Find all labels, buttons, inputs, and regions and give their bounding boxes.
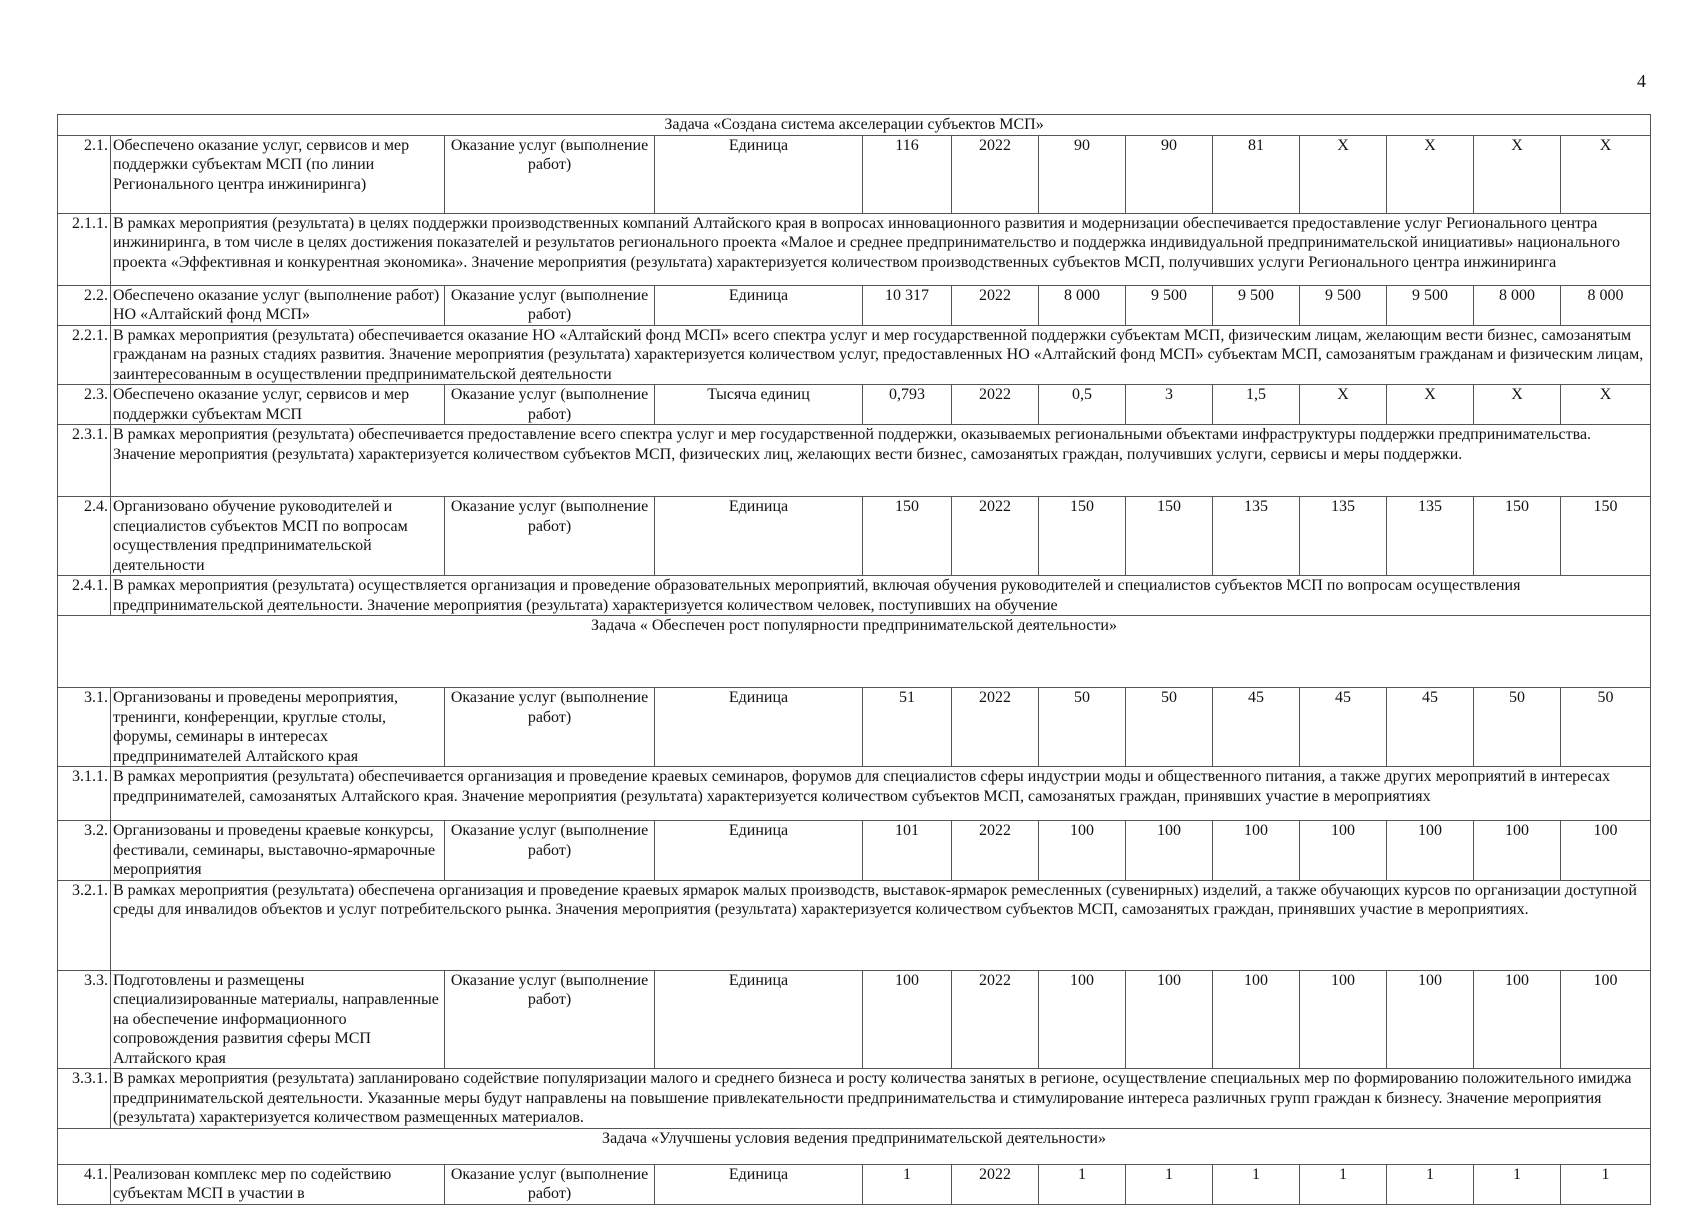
year-value-1: 100	[1039, 821, 1126, 881]
row-number: 2.2.	[58, 285, 111, 325]
task-header-row	[58, 115, 1651, 136]
row-description: В рамках мероприятия (результата) обеспечена организация и проведение краевых ярмарок малых производств, выставок-ярмарок ремесленных (сувенирных) изделий, а также обучающих курсов по организации доступной среды для инвалидов объектов и услуг потребительского рынка. Значения мероприятия (результата) характеризуется количеством субъектов МСП, самозанятых граждан, принявших участие в мероприятиях.	[111, 880, 1651, 970]
result-name: Реализован комплекс мер по содействию субъектам МСП в участии в	[111, 1164, 445, 1204]
year-value-3: 1	[1213, 1164, 1300, 1204]
year-value-2: 90	[1126, 135, 1213, 213]
unit-of-measure: Единица	[655, 970, 863, 1069]
year-value-2: 150	[1126, 497, 1213, 576]
row-description: В рамках мероприятия (результата) запланировано содействие популяризации малого и среднего бизнеса и росту количества занятых в регионе, осуществление специальных мер по формированию положительного имиджа предпринимательской деятельности. Указанные меры будут направлены на повышение привлекательности предпринимательства и стимулирование интереса различных групп граждан к бизнесу. Значение мероприятия (результата) характеризуется количеством размещенных материалов.	[111, 1069, 1651, 1129]
unit-of-measure: Единица	[655, 497, 863, 576]
year-value-5: 1	[1387, 1164, 1474, 1204]
year-value-3: 1,5	[1213, 385, 1300, 425]
year-value-2: 1	[1126, 1164, 1213, 1204]
year-value-1: 50	[1039, 688, 1126, 767]
base-value: 10 317	[863, 285, 952, 325]
base-value: 101	[863, 821, 952, 881]
row-number: 3.3.1.	[58, 1069, 111, 1129]
unit-of-measure: Единица	[655, 135, 863, 213]
year-value-3: 100	[1213, 821, 1300, 881]
year-value-7: X	[1561, 135, 1651, 213]
row-number: 3.1.	[58, 688, 111, 767]
row-number: 2.1.	[58, 135, 111, 213]
year-value-5: X	[1387, 385, 1474, 425]
year-value-5: 135	[1387, 497, 1474, 576]
base-year: 2022	[952, 970, 1039, 1069]
result-name: Организованы и проведены краевые конкурсы, фестивали, семинары, выставочно-ярмарочные мероприятия	[111, 821, 445, 881]
result-type: Оказание услуг (выполнение работ)	[445, 497, 655, 576]
base-year: 2022	[952, 135, 1039, 213]
row-number: 2.4.1.	[58, 576, 111, 616]
year-value-3: 81	[1213, 135, 1300, 213]
year-value-1: 100	[1039, 970, 1126, 1069]
base-value: 150	[863, 497, 952, 576]
year-value-3: 135	[1213, 497, 1300, 576]
row-number: 3.1.1.	[58, 767, 111, 821]
year-value-3: 9 500	[1213, 285, 1300, 325]
unit-of-measure: Единица	[655, 688, 863, 767]
result-type: Оказание услуг (выполнение работ)	[445, 970, 655, 1069]
year-value-4: X	[1300, 135, 1387, 213]
result-type: Оказание услуг (выполнение работ)	[445, 821, 655, 881]
row-description: В рамках мероприятия (результата) обеспечивается оказание НО «Алтайский фонд МСП» всего спектра услуг и мер государственной поддержки субъектам МСП, физическим лицам, желающим вести бизнес, самозанятым гражданам на разных стадиях развития. Значение мероприятия (результата) характеризуется количеством услуг, предоставленных НО «Алтайский фонд МСП» субъектам МСП, самозанятым гражданам и физическим лицам, заинтересованным в осуществлении предпринимательской деятельности	[111, 325, 1651, 385]
description-row	[58, 767, 1651, 821]
row-number: 3.3.	[58, 970, 111, 1069]
year-value-6: X	[1474, 135, 1561, 213]
page-number: 4	[1637, 71, 1646, 91]
table-row	[58, 385, 1651, 425]
year-value-7: 150	[1561, 497, 1651, 576]
unit-of-measure: Единица	[655, 1164, 863, 1204]
result-type: Оказание услуг (выполнение работ)	[445, 285, 655, 325]
year-value-7: 8 000	[1561, 285, 1651, 325]
row-description: В рамках мероприятия (результата) в целях поддержки производственных компаний Алтайского края в вопросах инновационного развития и модернизации обеспечивается предоставление услуг Регионального центра инжиниринга, в том числе в целях достижения показателей и результатов регионального проекта «Малое и среднее предпринимательство и поддержка индивидуальной предпринимательской инициативы» национального проекта «Эффективная и конкурентная экономика». Значение мероприятия (результата) характеризуется количеством производственных субъектов МСП, получивших услуги Регионального центра инжиниринга	[111, 213, 1651, 285]
row-number: 3.2.1.	[58, 880, 111, 970]
year-value-7: 50	[1561, 688, 1651, 767]
description-row	[58, 880, 1651, 970]
result-name: Организованы и проведены мероприятия, тренинги, конференции, круглые столы, форумы, семинары в интересах предпринимателей Алтайского края	[111, 688, 445, 767]
row-number: 2.2.1.	[58, 325, 111, 385]
result-name: Обеспечено оказание услуг, сервисов и мер поддержки субъектам МСП	[111, 385, 445, 425]
base-year: 2022	[952, 688, 1039, 767]
result-name: Подготовлены и размещены специализированные материалы, направленные на обеспечение информационного сопровождения развития сферы МСП Алтайского края	[111, 970, 445, 1069]
base-year: 2022	[952, 497, 1039, 576]
description-row	[58, 576, 1651, 616]
year-value-6: 100	[1474, 970, 1561, 1069]
table-body	[58, 115, 1651, 1205]
base-year: 2022	[952, 385, 1039, 425]
description-row	[58, 425, 1651, 497]
year-value-2: 9 500	[1126, 285, 1213, 325]
unit-of-measure: Единица	[655, 285, 863, 325]
task-title: Задача «Создана система акселерации субъектов МСП»	[58, 115, 1651, 136]
year-value-6: 100	[1474, 821, 1561, 881]
year-value-6: 1	[1474, 1164, 1561, 1204]
year-value-3: 100	[1213, 970, 1300, 1069]
year-value-5: 45	[1387, 688, 1474, 767]
result-type: Оказание услуг (выполнение работ)	[445, 1164, 655, 1204]
base-value: 116	[863, 135, 952, 213]
year-value-1: 90	[1039, 135, 1126, 213]
year-value-5: X	[1387, 135, 1474, 213]
year-value-1: 150	[1039, 497, 1126, 576]
result-type: Оказание услуг (выполнение работ)	[445, 135, 655, 213]
result-name: Обеспечено оказание услуг (выполнение работ) НО «Алтайский фонд МСП»	[111, 285, 445, 325]
year-value-2: 100	[1126, 821, 1213, 881]
year-value-2: 3	[1126, 385, 1213, 425]
year-value-7: 100	[1561, 970, 1651, 1069]
unit-of-measure: Единица	[655, 821, 863, 881]
base-year: 2022	[952, 285, 1039, 325]
year-value-7: 1	[1561, 1164, 1651, 1204]
year-value-4: 1	[1300, 1164, 1387, 1204]
year-value-6: 50	[1474, 688, 1561, 767]
task-title: Задача « Обеспечен рост популярности предпринимательской деятельности»	[58, 616, 1651, 688]
result-type: Оказание услуг (выполнение работ)	[445, 385, 655, 425]
result-name: Организовано обучение руководителей и специалистов субъектов МСП по вопросам осуществления предпринимательской деятельности	[111, 497, 445, 576]
base-value: 0,793	[863, 385, 952, 425]
year-value-1: 8 000	[1039, 285, 1126, 325]
row-number: 2.3.	[58, 385, 111, 425]
year-value-7: 100	[1561, 821, 1651, 881]
description-row	[58, 325, 1651, 385]
year-value-4: 100	[1300, 970, 1387, 1069]
row-description: В рамках мероприятия (результата) обеспечивается предоставление всего спектра услуг и мер государственной поддержки, оказываемых региональными объектами инфраструктуры поддержки предпринимательства. Значение мероприятия (результата) характеризуется количеством субъектов МСП, физических лиц, желающих вести бизнес, самозанятых граждан, получивших услуги, сервисы и меры поддержки.	[111, 425, 1651, 497]
table-row	[58, 1164, 1651, 1204]
row-number: 2.4.	[58, 497, 111, 576]
year-value-4: 9 500	[1300, 285, 1387, 325]
table-row	[58, 497, 1651, 576]
description-row	[58, 213, 1651, 285]
table-row	[58, 688, 1651, 767]
year-value-4: X	[1300, 385, 1387, 425]
year-value-4: 100	[1300, 821, 1387, 881]
row-description: В рамках мероприятия (результата) осуществляется организация и проведение образовательных мероприятий, включая обучения руководителей и специалистов субъектов МСП по вопросам осуществления предпринимательской деятельности. Значение мероприятия (результата) характеризуется количеством человек, поступивших на обучение	[111, 576, 1651, 616]
year-value-1: 0,5	[1039, 385, 1126, 425]
year-value-4: 135	[1300, 497, 1387, 576]
base-value: 51	[863, 688, 952, 767]
indicators-table	[57, 114, 1651, 1205]
base-year: 2022	[952, 1164, 1039, 1204]
year-value-2: 50	[1126, 688, 1213, 767]
row-number: 2.3.1.	[58, 425, 111, 497]
row-number: 2.1.1.	[58, 213, 111, 285]
unit-of-measure: Тысяча единиц	[655, 385, 863, 425]
task-header-row	[58, 616, 1651, 688]
base-value: 1	[863, 1164, 952, 1204]
year-value-7: X	[1561, 385, 1651, 425]
base-year: 2022	[952, 821, 1039, 881]
base-value: 100	[863, 970, 952, 1069]
year-value-5: 9 500	[1387, 285, 1474, 325]
year-value-6: 8 000	[1474, 285, 1561, 325]
table-row	[58, 135, 1651, 213]
row-description: В рамках мероприятия (результата) обеспечивается организация и проведение краевых семинаров, форумов для специалистов сферы индустрии моды и общественного питания, а также других мероприятий в интересах предпринимателей, самозанятых Алтайского края. Значение мероприятия (результата) характеризуется количеством субъектов МСП, самозанятых граждан, принявших участие в мероприятиях	[111, 767, 1651, 821]
table-row	[58, 970, 1651, 1069]
table-row	[58, 285, 1651, 325]
year-value-4: 45	[1300, 688, 1387, 767]
task-header-row	[58, 1128, 1651, 1164]
row-number: 3.2.	[58, 821, 111, 881]
year-value-1: 1	[1039, 1164, 1126, 1204]
year-value-5: 100	[1387, 821, 1474, 881]
result-type: Оказание услуг (выполнение работ)	[445, 688, 655, 767]
description-row	[58, 1069, 1651, 1129]
year-value-6: X	[1474, 385, 1561, 425]
year-value-5: 100	[1387, 970, 1474, 1069]
year-value-2: 100	[1126, 970, 1213, 1069]
task-title: Задача «Улучшены условия ведения предпринимательской деятельности»	[58, 1128, 1651, 1164]
row-number: 4.1.	[58, 1164, 111, 1204]
result-name: Обеспечено оказание услуг, сервисов и мер поддержки субъектам МСП (по линии Регионального центра инжиниринга)	[111, 135, 445, 213]
year-value-3: 45	[1213, 688, 1300, 767]
table-row	[58, 821, 1651, 881]
year-value-6: 150	[1474, 497, 1561, 576]
